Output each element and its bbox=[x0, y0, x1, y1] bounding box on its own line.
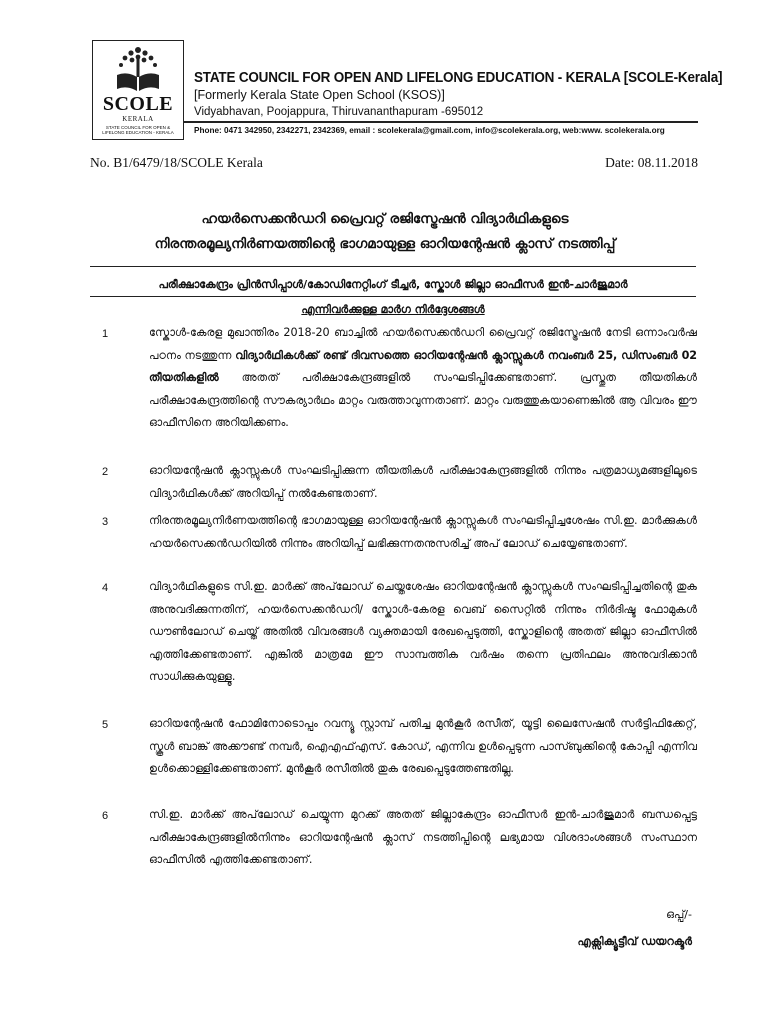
point-number: 6 bbox=[102, 810, 109, 822]
document-date: Date: 08.11.2018 bbox=[605, 155, 698, 170]
tree-book-icon bbox=[107, 45, 169, 95]
point-text: ഓറിയന്റേഷൻ ക്ലാസ്സുകൾ സംഘടിപ്പിക്കുന്ന തീയതികൾ പരീക്ഷാകേന്ദ്രങ്ങളിൽ നിന്നും പത്രമാധ്യമങ്ങളിലൂടെ വിദ്യാർഥികൾക്ക് അറിയിപ്പ് നൽകേണ്ടതാണ്. bbox=[149, 464, 697, 500]
point-text-part: അതത് പരീക്ഷാകേന്ദ്രങ്ങളിൽ സംഘടിപ്പിക്കേണ്ടതാണ്. പ്രസ്തുത തീയതികൾ പരീക്ഷാകേന്ദ്രത്തിന്റെ സൗകര്യാർഥം മാറ്റം വരുത്താവുന്നതാണ്. മാറ്റം വരുത്തുകയാണെങ്കിൽ ആ വിവരം ഈ ഓഫീസിനെ അറിയിക്കണം. bbox=[149, 371, 697, 429]
signature-sd: ഒപ്പ്/- bbox=[666, 908, 692, 921]
point-number: 1 bbox=[102, 328, 109, 340]
organization-former-name: [Formerly Kerala State Open School (KSOS)] bbox=[194, 88, 445, 102]
reference-number: No. B1/6479/18/SCOLE Kerala bbox=[90, 155, 263, 170]
point-number: 4 bbox=[102, 582, 109, 594]
point-text-part: സ്കോൾ-കേരള മുഖാന്തിരം 2018-20 ബാച്ചിൽ ഹയർസെക്കൻഡറി പ്രൈവറ്റ് രജിസ്ട്രേഷൻ നേടി ഒന്നാംവർഷ പഠനം നടത്തുന്ന bbox=[149, 326, 697, 362]
scole-logo bbox=[92, 40, 184, 140]
point-text: നിരന്തരമൂല്യനിർണയത്തിന്റെ ഭാഗമായുള്ള ഓറിയന്റേഷൻ ക്ലാസ്സുകൾ സംഘടിപ്പിച്ചശേഷം സി.ഇ. മാർക്കുകൾ ഹയർസെക്കൻഡറിയിൽ നിന്നും അറിയിപ്പ് ലഭിക്കുന്നതനുസരിച്ച് അപ് ലോഡ് ചെയ്യേണ്ടതാണ്. bbox=[149, 514, 697, 550]
point-text: സി.ഇ. മാർക്ക് അപ്‌ലോഡ് ചെയ്യുന്ന മുറക്ക് അതത് ജില്ലാകേന്ദ്രം ഓഫീസർ ഇൻ-ചാർജുമാർ ബന്ധപ്പെട്ട പരീക്ഷാകേന്ദ്രങ്ങളിൽനിന്നും ഓറിയന്റേഷൻ ക്ലാസ് നടത്തിപ്പിന്റെ ലഭ്യമായ വിശദാംശങ്ങൾ സംസ്ഥാന ഓഫീസിൽ എത്തിക്കേണ്ടതാണ്. bbox=[149, 808, 697, 866]
addressee-line-2-rest: മാർഗ നിർദ്ദേശങ്ങൾ bbox=[376, 303, 485, 316]
addressee-line-2-underlined: എന്നിവർക്കുള്ള bbox=[301, 303, 377, 316]
point-text: ഓറിയന്റേഷൻ ഫോമിനോടൊപ്പം റവന്യൂ സ്റ്റാമ്പ് പതിച്ച മുൻകൂർ രസീത്, യൂട്ടി ലൈസേഷൻ സർട്ടിഫിക്കേറ്റ്, സ്കൂൾ ബാങ്ക് അക്കൗണ്ട് നമ്പർ, ഐഎഫ്എസ്. കോഡ്, എന്നിവ ഉൾപ്പെടുന്ന പാസ്ബുക്കിന്റെ കോപ്പി എന്നിവ ഉൾക്കൊള്ളിക്കേണ്ടതാണ്. മുൻകൂർ രസീതിൽ തുക രേഖപ്പെടുത്തേണ്ടതില്ല. bbox=[149, 717, 697, 775]
signatory-designation: എക്സിക്യൂട്ടീവ് ഡയറക്ടർ bbox=[577, 935, 692, 948]
subject-divider bbox=[90, 266, 696, 267]
logo-subtitle: KERALA bbox=[122, 115, 154, 123]
logo-fine-print: STATE COUNCIL FOR OPEN & LIFELONG EDUCATION - KERALA bbox=[102, 125, 174, 135]
subject-line-1: ഹയർസെക്കൻഡറി പ്രൈവറ്റ് രജിസ്ട്രേഷൻ വിദ്യാർഥികളുടെ bbox=[201, 211, 569, 227]
addressee-divider bbox=[90, 296, 696, 297]
point-number: 2 bbox=[102, 466, 109, 478]
letterhead-divider bbox=[184, 121, 698, 123]
point-text bbox=[149, 322, 697, 435]
logo-wordmark: SCOLE bbox=[102, 93, 174, 115]
organization-address: Vidyabhavan, Poojappura, Thiruvananthapuram -695012 bbox=[194, 106, 484, 118]
point-text-bold: വിദ്യാർഥികൾക്ക് രണ്ട് ദിവസത്തെ ഓറിയന്റേഷൻ ക്ലാസ്സുകൾ നവംബർ 25, ഡിസംബർ 02 തീയതികളിൽ bbox=[149, 348, 697, 384]
point-text: വിദ്യാർഥികളുടെ സി.ഇ. മാർക്ക് അപ്‌ലോഡ് ചെയ്തശേഷം ഓറിയന്റേഷൻ ക്ലാസ്സുകൾ സംഘടിപ്പിച്ചതിന്റെ തുക അനുവദിക്കുന്നതിന്, ഹയർസെക്കൻഡറി/ സ്കോൾ-കേരള വെബ് സൈറ്റിൽ നിന്നും നിർദിഷ്ട ഫോമുകൾ ഡൗൺലോഡ് ചെയ്ത് അതിൽ വിവരങ്ങൾ വ്യക്തമായി രേഖപ്പെടുത്തി, സ്കോളിന്റെ അതത് ജില്ലാ ഓഫീസിൽ എത്തിക്കേണ്ടതാണ്. എങ്കിൽ മാത്രമേ ഈ സാമ്പത്തിക വർഷം തന്നെ പ്രതിഫലം അനുവദിക്കാൻ സാധിക്കുകയുള്ളൂ. bbox=[149, 580, 697, 683]
point-number: 5 bbox=[102, 719, 109, 731]
organization-name: STATE COUNCIL FOR OPEN AND LIFELONG EDUCATION - KERALA [SCOLE-Kerala] bbox=[194, 70, 723, 86]
addressee-line-1: പരീക്ഷാകേന്ദ്രം പ്രിൻസിപ്പാൾ/കോഡിനേറ്റിംഗ് ടീച്ചർ, സ്കോൾ ജില്ലാ ഓഫീസർ ഇൻ-ചാർജുമാർ bbox=[158, 278, 628, 291]
addressee-line-2 bbox=[90, 303, 696, 317]
point-number: 3 bbox=[102, 516, 109, 528]
organization-contact: Phone: 0471 342950, 2342271, 2342369, email : scolekerala@gmail.com, info@scolekerala.org, web:www. scolekerala.org bbox=[194, 126, 665, 135]
subject-line-2: നിരന്തരമൂല്യനിർണയത്തിന്റെ ഭാഗമായുള്ള ഓറിയന്റേഷൻ ക്ലാസ് നടത്തിപ്പ് bbox=[154, 236, 616, 252]
